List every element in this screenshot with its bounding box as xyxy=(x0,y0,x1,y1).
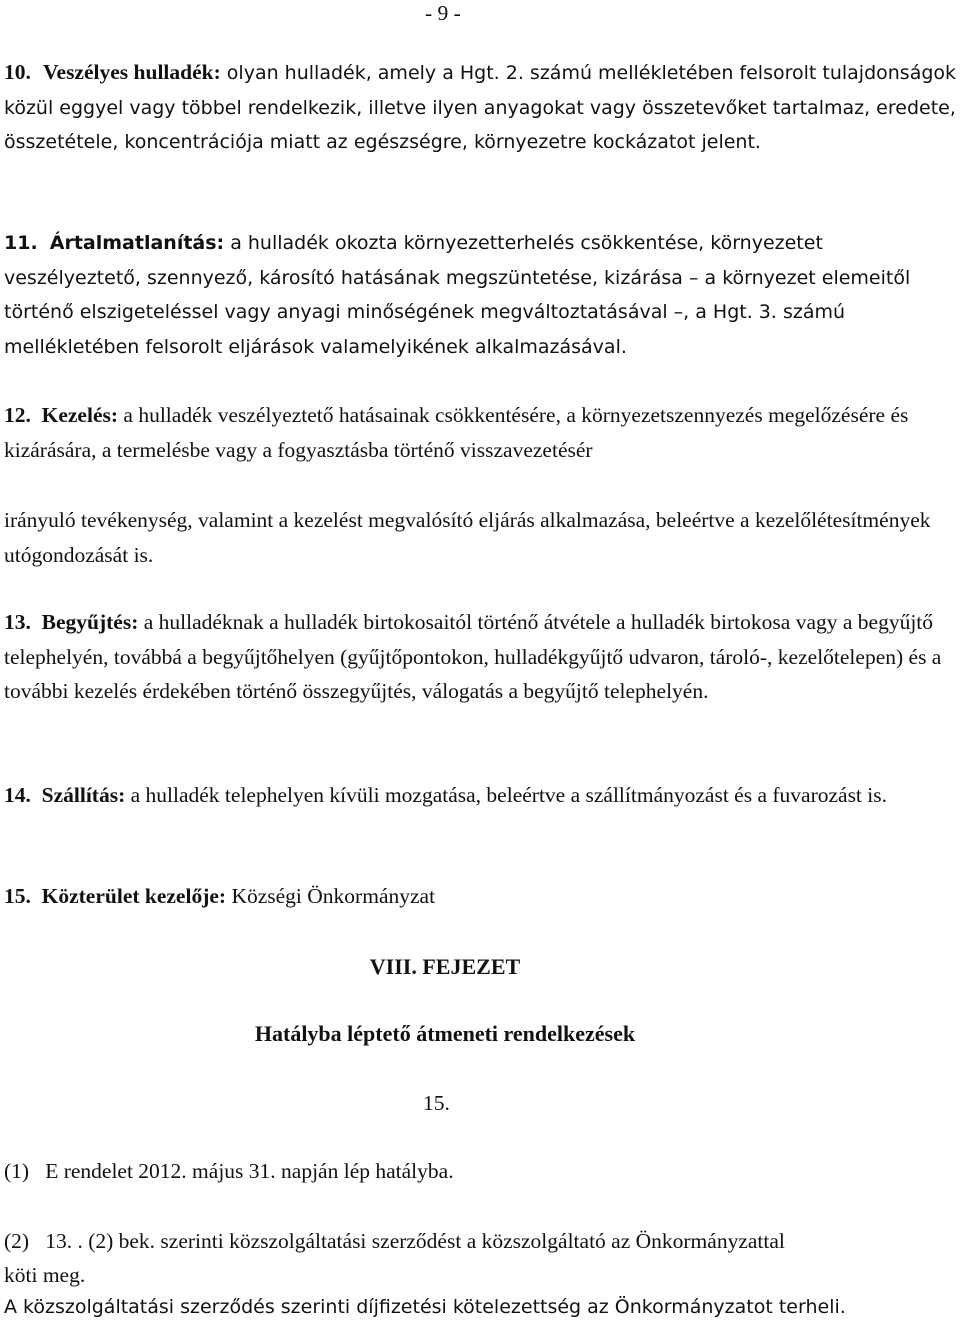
definition-number: 13. xyxy=(4,610,31,634)
definition-text: a hulladék veszélyeztető hatásainak csökkentésére, a környezetszennyezés megelőzésére és kizárására, a termelésbe vagy a fogyasztásba történő visszavezetésér xyxy=(4,403,909,462)
definition-term: Kezelés: xyxy=(41,403,119,427)
definition-number: 11. xyxy=(4,232,38,254)
definition-15 xyxy=(4,879,958,914)
chapter-title: VIII. FEJEZET xyxy=(369,954,521,979)
definition-12-continued xyxy=(4,503,958,572)
definition-text: a hulladék telephelyen kívüli mozgatása, beleértve a szállítmányozást és a fuvarozást is. xyxy=(125,783,887,807)
section-number: 15. xyxy=(423,1091,450,1115)
definition-text: a hulladék okozta környezetterhelés csökkentése, környezetet veszélyeztető, szennyező, károsító hatásának megszüntetése, kizárása – a környezet elemeitől történő elszigeteléssel vagy anyagi minőségének megváltoztatásával –, a Hgt. 3. számú mellékletében felsorolt eljárások valamelyikének alkalmazásával. xyxy=(4,232,911,358)
definition-term: Ártalmatlanítás: xyxy=(49,232,225,254)
definition-term: Közterület kezelője: xyxy=(41,884,227,908)
definition-12 xyxy=(4,398,958,467)
definition-text: Községi Önkormányzat xyxy=(226,884,436,908)
definition-term: Szállítás: xyxy=(41,783,126,807)
chapter-subtitle: Hatályba léptető átmeneti rendelkezések xyxy=(254,1021,636,1046)
provision-3: A közszolgáltatási szerződés szerinti díjfizetési kötelezettség az Önkormányzatot terheli. xyxy=(4,1296,846,1318)
definition-number: 15. xyxy=(4,884,31,908)
provision-1: (1) E rendelet 2012. május 31. napján lép hatályba. xyxy=(4,1159,454,1183)
definition-14 xyxy=(4,778,958,813)
definition-number: 10. xyxy=(4,60,31,84)
definition-term: Begyűjtés: xyxy=(41,610,139,634)
definition-text: a hulladéknak a hulladék birtokosaitól történő átvétele a hulladék birtokosa vagy a begyűjtő telephelyén, továbbá a begyűjtőhelyen (gyűjtőpontokon, hulladékgyűjtő udvaron, tároló-, kezelőtelepen) és a további kezelés érdekében történő összegyűjtés, válogatás a begyűjtő telephelyén. xyxy=(4,610,942,703)
definition-text: olyan hulladék, amely a Hgt. 2. számú mellékletében felsorolt tulajdonságok közül eggyel vagy többel rendelkezik, illetve ilyen anyagokat vagy összetevőket tartalmaz, eredete, összetétele, koncentrációja miatt az egészségre, környezetre kockázatot jelent. xyxy=(4,62,957,153)
definition-11 xyxy=(4,226,958,364)
page-number: - 9 - xyxy=(425,1,461,25)
definition-13 xyxy=(4,605,958,709)
provision-2-line-1: (2) 13. . (2) bek. szerinti közszolgáltatási szerződést a közszolgáltató az Önkormányzattal xyxy=(4,1229,785,1253)
definition-number: 14. xyxy=(4,783,31,807)
definition-text: irányuló tevékenység, valamint a kezelést megvalósító eljárás alkalmazása, beleértve a kezelőlétesítmények utógondozását is. xyxy=(4,508,931,567)
provision-2-line-2: köti meg. xyxy=(4,1263,86,1287)
definition-term: Veszélyes hulladék: xyxy=(42,60,221,84)
definition-10 xyxy=(4,55,958,160)
definition-number: 12. xyxy=(4,403,31,427)
